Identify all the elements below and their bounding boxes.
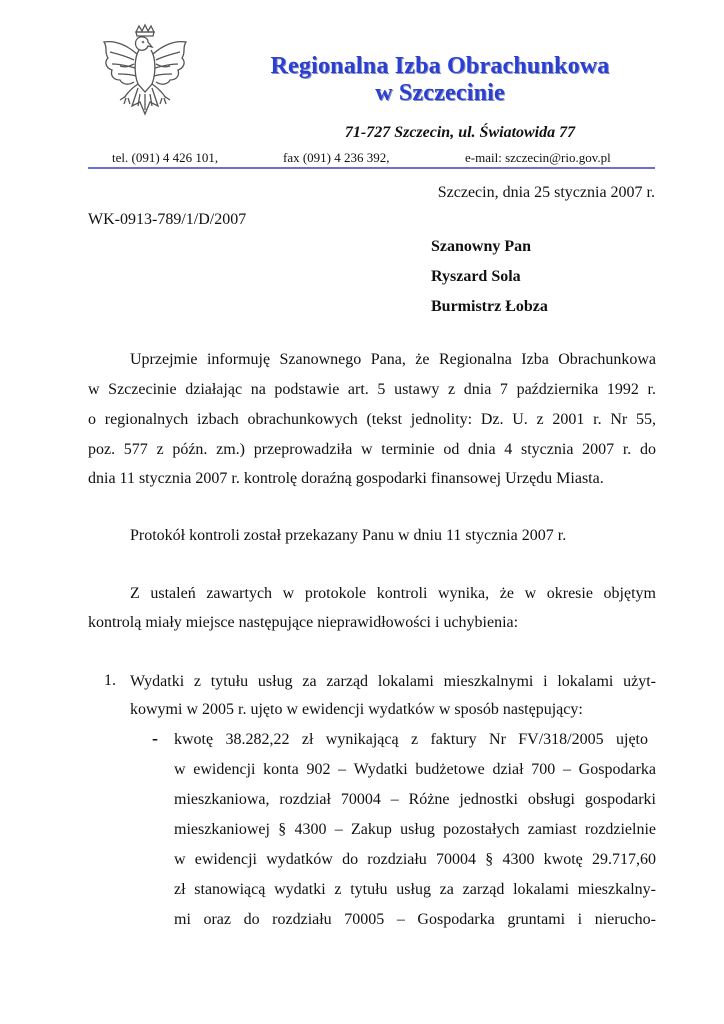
list-item-number: 1. xyxy=(104,672,116,689)
header-divider xyxy=(88,167,655,169)
para2: Protokół kontroli został przekazany Panu w dniu 11 stycznia 2007 r. xyxy=(130,527,567,544)
sub1-line: zł stanowiącą wydatki z tytułu usług za zarząd lokalami mieszkalny- xyxy=(174,881,656,898)
para1-line: w Szczecinie działając na podstawie art. 5 ustawy z dnia 7 października 1992 r. xyxy=(88,381,656,398)
sub1-line: kwotę 38.282,22 zł wynikającą z faktury Nr FV/318/2005 ujęto xyxy=(174,731,648,748)
polish-eagle-emblem-icon xyxy=(90,22,200,134)
para1-line: dnia 11 stycznia 2007 r. kontrolę doraźną gospodarki finansowej Urzędu Miasta. xyxy=(88,470,604,487)
para3-line: kontrolą miały miejsce następujące nieprawidłowości i uchybienia: xyxy=(88,614,519,631)
sub1-line: mieszkaniowej § 4300 – Zakup usług pozostałych zamiast rozdzielnie xyxy=(174,821,656,838)
item1-line: kowymi w 2005 r. ujęto w ewidencji wydatków w sposób następujący: xyxy=(130,701,583,718)
sub-item-dash: - xyxy=(152,728,158,748)
para1-line: poz. 577 z późn. zm.) przeprowadziła w terminie od dnia 4 stycznia 2007 r. do xyxy=(88,441,656,458)
addressee-title: Burmistrz Łobza xyxy=(431,298,548,315)
item1-line: Wydatki z tytułu usług za zarząd lokalami mieszkalnymi i lokalami użyt- xyxy=(130,673,656,690)
reference-number: WK-0913-789/1/D/2007 xyxy=(88,211,247,228)
institution-address: 71-727 Szczecin, ul. Światowida 77 xyxy=(344,124,576,141)
contact-phone: tel. (091) 4 426 101, xyxy=(112,150,219,165)
sub1-line: w ewidencji wydatków do rozdziału 70004 § 4300 kwotę 29.717,60 xyxy=(174,851,656,868)
sub1-line: mi oraz do rozdziału 70005 – Gospodarka gruntami i nierucho- xyxy=(174,911,656,928)
letter-date: Szczecin, dnia 25 stycznia 2007 r. xyxy=(437,184,655,201)
addressee-salutation: Szanowny Pan xyxy=(431,238,532,255)
sub1-line: mieszkaniowa, rozdział 70004 – Różne jednostki obsługi gospodarki xyxy=(174,791,656,808)
para1-line: o regionalnych izbach obrachunkowych (tekst jednolity: Dz. U. z 2001 r. Nr 55, xyxy=(88,411,656,428)
addressee-name: Ryszard Sola xyxy=(431,268,521,285)
sub1-line: w ewidencji konta 902 – Wydatki budżetowe dział 700 – Gospodarka xyxy=(174,761,656,778)
institution-name-line1: Regionalna Izba Obrachunkowa xyxy=(270,53,610,79)
contact-email: e-mail: szczecin@rio.gov.pl xyxy=(465,150,611,165)
institution-name-line2: w Szczecinie xyxy=(375,80,505,106)
para1-line: Uprzejmie informuję Szanownego Pana, że Regionalna Izba Obrachunkowa xyxy=(130,351,656,368)
contact-fax: fax (091) 4 236 392, xyxy=(283,150,390,165)
para3-line: Z ustaleń zawartych w protokole kontroli wynika, że w okresie objętym xyxy=(130,585,656,602)
